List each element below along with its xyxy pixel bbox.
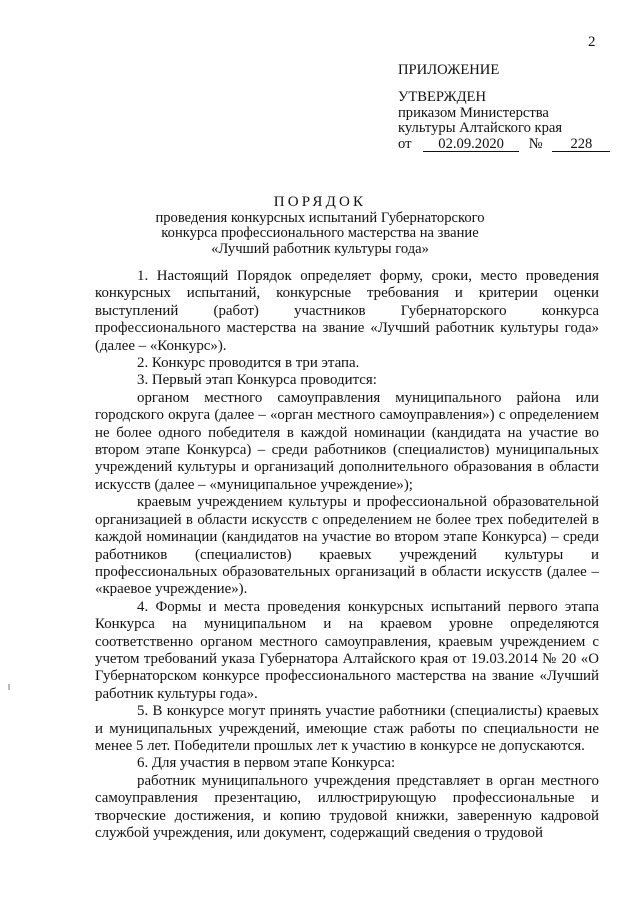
paragraph-5: 5. В конкурсе могут принять участие работники (специалисты) краевых и муниципальных учреждений, имеющие стаж работы по специальности не менее 5 лет. Победители прошлых лет к участию в конкурсе не допускаются. xyxy=(95,703,599,754)
order-date-line xyxy=(398,137,610,153)
title-line-1: проведения конкурсных испытаний Губернаторского xyxy=(155,209,485,226)
order-number: 228 xyxy=(552,137,610,152)
paragraph-3-item-1: органом местного самоуправления муниципального района или городского округа (далее – «орган местного самоуправления») с определением не более одного победителя в каждой номинации (кандидата на участие во втором этапе Конкурса) – среди работников (специалистов) муниципальных учреждений культуры и организаций дополнительного образования в области искусств (далее – «муниципальное учреждение»); xyxy=(95,389,599,493)
paragraph-6-item-1: работник муниципального учреждения представляет в орган местного самоуправления презентацию, иллюстрирующую профессиональные и творческие достижения, и копию трудовой книжки, заверенную кадровой службой учреждения, или документ, содержащий сведения о трудовой xyxy=(95,772,599,841)
appendix-label: ПРИЛОЖЕНИЕ xyxy=(398,62,500,78)
order-line-1: приказом Министерства xyxy=(398,104,549,121)
title-line-2: конкурса профессионального мастерства на звание xyxy=(161,225,479,241)
paragraph-6: 6. Для участия в первом этапе Конкурса: xyxy=(137,755,396,772)
paragraph-1: 1. Настоящий Порядок определяет форму, сроки, место проведения конкурсных испытаний, конкурсные требования и критерии оценки выступлений (работ) участников Губернаторского конкурса профессионального мастерства на звание «Лучший работник культуры года» (далее – «Конкурс»). xyxy=(95,268,599,354)
title-main: ПОРЯДОК xyxy=(273,194,367,210)
paragraph-3-item-2: краевым учреждением культуры и профессиональной образовательной организацией в области искусств с определением не более трех победителей в каждой номинации (кандидатов на участие во втором этапе Конкурса) – среди работников (специалистов) краевых учреждений культуры и профессиональных образовательных организаций в области искусств (далее – «краевое учреждение»). xyxy=(95,494,599,598)
title-line-3: «Лучший работник культуры года» xyxy=(211,240,429,257)
document-body xyxy=(95,268,599,842)
approved-label: УТВЕРЖДЕН xyxy=(398,89,486,105)
order-line-2: культуры Алтайского края xyxy=(398,120,563,136)
document-title xyxy=(150,195,490,257)
appendix-heading xyxy=(398,62,499,78)
number-label: № xyxy=(528,135,543,152)
scan-edge-mark xyxy=(8,684,10,690)
paragraph-3: 3. Первый этап Конкурса проводится: xyxy=(137,372,377,389)
order-date: 02.09.2020 xyxy=(423,137,519,152)
page-number: 2 xyxy=(588,34,596,50)
approval-block xyxy=(398,90,610,152)
paragraph-2: 2. Конкурс проводится в три этапа. xyxy=(137,355,360,372)
paragraph-4: 4. Формы и места проведения конкурсных испытаний первого этапа Конкурса на муниципальном и на краевом уровне определяются соответственно органом местного самоуправления, краевым учреждением с учетом требований указа Губернатора Алтайского края от 19.03.2014 № 20 «О Губернаторском конкурсе профессионального мастерства на звание «Лучший работник культуры года». xyxy=(95,598,599,702)
from-label: от xyxy=(398,135,412,152)
